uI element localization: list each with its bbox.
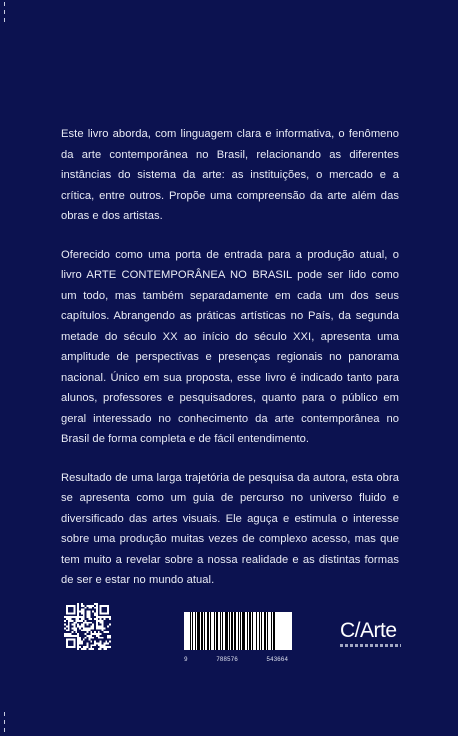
barcode-digit-group-1: 788576 bbox=[216, 656, 238, 663]
publisher-logo bbox=[340, 620, 404, 647]
qr-code-icon bbox=[64, 603, 111, 650]
paragraph-3: Resultado de uma larga trajetória de pesquisa da autora, esta obra se apresenta como um guia de percurso no universo fluido e diversificado das artes visuais. Ele aguça e estimula o interesse sobre uma produção muitas vezes de complexo acesso, mas que tem muito a revelar sobre a nossa realidade e as distintas formas de ser e estar no mundo atual. bbox=[61, 471, 399, 586]
paragraph-1: Este livro aborda, com linguagem clara e informativa, o fenômeno da arte contemporânea no Brasil, relacionando as diferentes instâncias do sistema da arte: as instituições, o mercado e a crítica, entre outros. Propõe uma compreensão da arte além das obras e dos artistas. bbox=[61, 128, 399, 222]
barcode-digit-prefix: 9 bbox=[184, 656, 188, 663]
publisher-logo-rule bbox=[340, 644, 401, 647]
publisher-logo-text: C/Arte bbox=[340, 619, 397, 642]
back-cover-text bbox=[61, 124, 399, 609]
isbn-barcode bbox=[184, 612, 292, 663]
barcode-digits bbox=[184, 656, 292, 663]
crop-marks bbox=[4, 0, 6, 736]
paragraph-2: Oferecido como uma porta de entrada para a produção atual, o livro ARTE CONTEMPORÂNEA NO BRASIL pode ser lido como um todo, mas também separadamente em cada um dos seus capítulos. Abrangendo as práticas artísticas no País, da segunda metade do século XX ao início do século XXI, apresenta uma amplitude de perspectivas e presenças regionais no panorama nacional. Único em sua proposta, esse livro é indicado tanto para alunos, professores e pesquisadores, quanto para o público em geral interessado no conhecimento da arte contemporânea no Brasil de forma completa e de fácil entendimento. bbox=[61, 248, 399, 445]
barcode-digit-group-2: 543664 bbox=[266, 656, 288, 663]
isbn-barcode-icon bbox=[184, 612, 292, 650]
